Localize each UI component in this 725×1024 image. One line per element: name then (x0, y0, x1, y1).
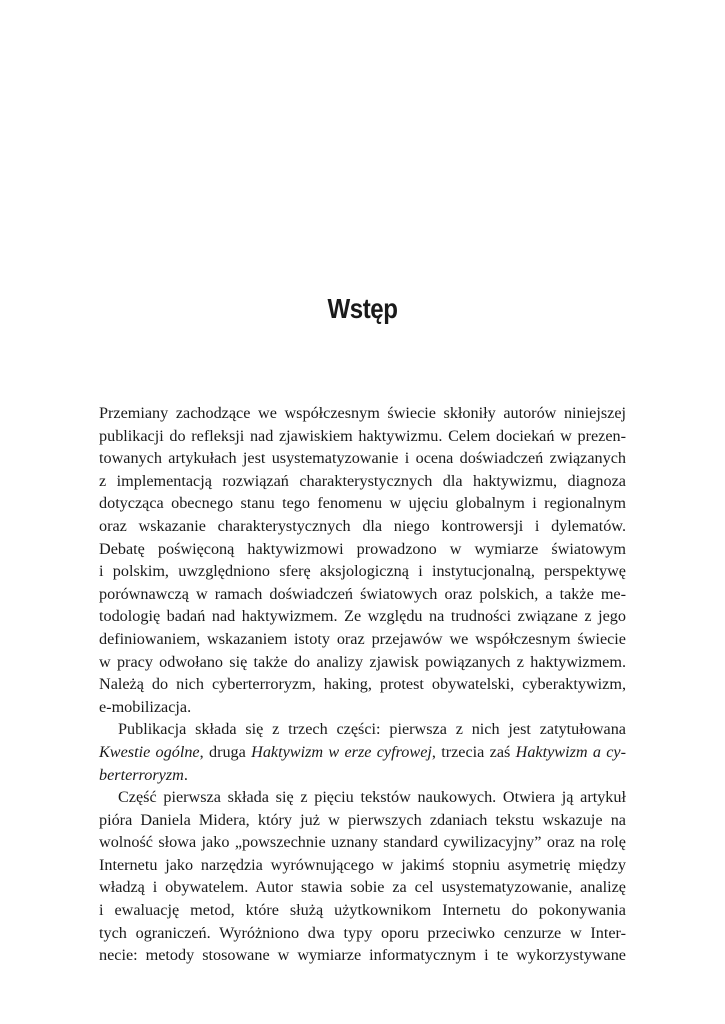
text-line: wolność słowa jako „powszechnie uznany standard cywilizacyjny” oraz na rolę (99, 833, 626, 852)
text-line: i ewaluację metod, które służą użytkownikom Internetu do pokonywania (99, 901, 626, 920)
text-line (99, 741, 626, 764)
text-line: władzą i obywatelem. Autor stawia sobie za cel usystematyzowanie, analizę (99, 878, 626, 897)
text-line: definiowaniem, wskazaniem istoty oraz przejawów we współczesnym świecie (99, 629, 626, 648)
text-line: pióra Daniela Midera, który już w pierwszych zdaniach tekstu wskazuje na (99, 810, 626, 829)
text-line: w pracy odwołano się także do analizy zjawisk powiązanych z haktywizmem. (99, 652, 626, 671)
part-title-3-end: berterroryzm (99, 765, 184, 784)
text-line: oraz wskazanie charakterystycznych dla niego kontrowersji i dylematów. (99, 516, 626, 535)
part-title-2: Haktywizm w erze cyfrowej (251, 742, 432, 761)
part-title-3-start: Haktywizm a cy- (515, 742, 627, 761)
text-line: Internetu jako narzędzia wyrównującego w jakimś stopniu asymetrię między (99, 855, 626, 874)
paragraph-2 (99, 718, 626, 786)
text-line: i polskim, uwzględniono sferę aksjologiczną i instytucjonalną, perspektywę (99, 562, 626, 581)
chapter-body (99, 402, 626, 967)
text-line: Część pierwsza składa się z pięciu tekstów naukowych. Otwiera ją artykuł (118, 788, 626, 807)
separator: , trzecia zaś (431, 742, 516, 761)
text-line: z implementacją rozwiązań charakterystycznych dla haktywizmu, diagnoza (99, 471, 626, 490)
separator: , druga (199, 742, 252, 761)
text-line: Przemiany zachodzące we współczesnym świecie skłoniły autorów niniejszej (99, 404, 626, 422)
paragraph-1 (99, 402, 626, 718)
text-line: necie: metody stosowane w wymiarze informatycznym i te wykorzystywane (99, 946, 626, 965)
period: . (183, 765, 188, 784)
text-line (99, 764, 626, 787)
text-line: Należą do nich cyberterroryzm, haking, protest obywatelski, cyberaktywizm, (99, 675, 626, 694)
text-line: Debatę poświęconą haktywizmowi prowadzono w wymiarze światowym (99, 539, 626, 558)
text-line: Publikacja składa się z trzech części: pierwsza z nich jest zatytułowana (118, 720, 626, 739)
text-line: dotycząca obecnego stanu tego fenomenu w ujęciu globalnym i regionalnym (99, 494, 626, 513)
text-line: publikacji do refleksji nad zjawiskiem haktywizmu. Celem dociekań w prezen- (99, 426, 626, 445)
text-line: towanych artykułach jest usystematyzowanie i ocena doświadczeń związanych (99, 449, 626, 468)
part-title-1: Kwestie ogólne (99, 742, 200, 761)
chapter-title: Wstęp (327, 293, 398, 324)
text-line: tych ograniczeń. Wyróżniono dwa typy oporu przeciwko cenzurze w Inter- (99, 923, 626, 942)
text-line: porównawczą w ramach doświadczeń światowych oraz polskich, a także me- (99, 584, 626, 603)
text-line: todologię badań nad haktywizmem. Ze względu na trudności związane z jego (99, 607, 626, 626)
paragraph-3 (99, 786, 626, 967)
text-line: e-mobilizacja. (99, 697, 192, 716)
